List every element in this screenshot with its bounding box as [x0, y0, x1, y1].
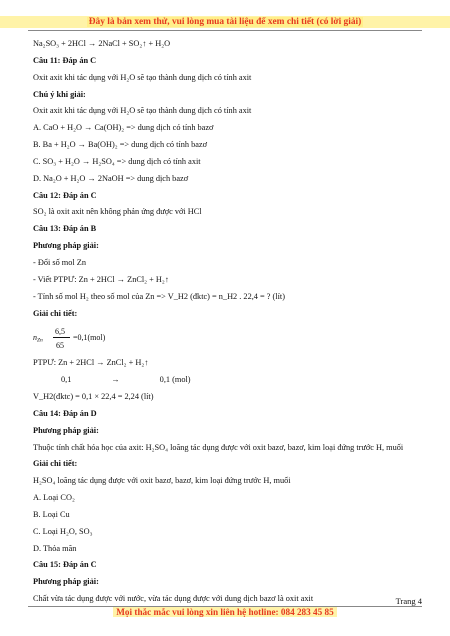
- hotline-footer: [0, 606, 450, 618]
- hotline-text: Mọi thắc mắc vui lòng xin liên hệ hotline: 084 283 45 85: [113, 607, 336, 617]
- question-14-answer: Câu 14: Đáp án D: [33, 408, 97, 418]
- method-heading: Phương pháp giải:: [33, 425, 99, 435]
- text-line: Chất vừa tác dụng được với nước, vừa tác dụng được với dung dịch bazơ là oxit axit: [33, 594, 314, 604]
- option-b: B. Loại Cu: [33, 509, 70, 519]
- option-c: C. SO₃ + H₂O → H₂SO₄ => dung dịch có tính axit: [33, 156, 201, 166]
- mole-value-zn: 0,1: [61, 375, 72, 385]
- step-line: - Tính số mol H₂ theo số mol của Zn => V_H2 (đktc) = n_H2 . 22,4 = ? (lít): [33, 291, 285, 301]
- option-d: D. Thỏa mãn: [33, 543, 77, 553]
- text-line: Oxit axit khi tác dụng với H₂O sẽ tạo thành dung dịch có tính axit: [33, 72, 252, 82]
- document-body: [33, 36, 423, 608]
- option-c: C. Loại H₂O, SO₃: [33, 526, 93, 536]
- question-15-answer: Câu 15: Đáp án C: [33, 560, 97, 570]
- solution-heading: Giải chi tiết:: [33, 308, 78, 318]
- preview-banner: [0, 16, 450, 28]
- note-heading: Chú ý khi giải:: [33, 89, 86, 99]
- option-a: A. Loại CO₂: [33, 493, 75, 503]
- property-paragraph: Thuộc tính chất hóa học của axit: H₂SO₄ loãng tác dụng được với oxit bazơ, bazơ, kim loại đứng trước H, muối: [33, 442, 404, 452]
- option-d: D. Na₂O + H₂O → 2NaOH => dung dịch bazơ: [33, 173, 189, 183]
- text-line: H₂SO₄ loãng tác dụng được với oxit bazơ, bazơ, kim loại đứng trước H, muối: [33, 476, 291, 486]
- arrow-glyph: →: [111, 375, 120, 385]
- text-line: Oxit axit khi tác dụng với H₂O sẽ tạo thành dung dịch có tính axit: [33, 106, 252, 116]
- volume-result: V_H2(đktc) = 0,1 × 22,4 = 2,24 (lít): [33, 392, 154, 402]
- header-divider: [28, 30, 422, 31]
- option-b: B. Ba + H₂O → Ba(OH)₂ => dung dịch có tính bazơ: [33, 140, 207, 150]
- equation-line: Na₂SO₃ + 2HCl → 2NaCl + SO₂↑ + H₂O: [33, 39, 171, 48]
- fraction-equation: [33, 322, 423, 355]
- step-line: - Viết PTPƯ: Zn + 2HCl → ZnCl₂ + H₂↑: [33, 274, 169, 284]
- mole-ratio-line: [33, 372, 423, 389]
- fraction-denominator: 65: [56, 341, 64, 351]
- mole-value-h2: 0,1 (mol): [159, 375, 191, 385]
- solution-heading: Giải chi tiết:: [33, 459, 78, 469]
- question-13-answer: Câu 13: Đáp án B: [33, 224, 97, 234]
- method-heading: Phương pháp giải:: [33, 241, 99, 251]
- step-line: - Đổi số mol Zn: [33, 257, 87, 267]
- question-11-answer: Câu 11: Đáp án C: [33, 55, 97, 65]
- fraction-variable: $n_{Zn}$: [33, 333, 43, 344]
- option-a: A. CaO + H₂O → Ca(OH)₂ => dung dịch có tính bazơ: [33, 123, 214, 133]
- fraction-numerator: 6,5: [55, 327, 65, 337]
- text-line: SO₂ là oxit axit nên không phản ứng được với HCl: [33, 207, 202, 217]
- question-12-answer: Câu 12: Đáp án C: [33, 190, 97, 200]
- fraction-result: =0,1(mol): [73, 333, 106, 343]
- reaction-line: PTPƯ: Zn + 2HCl → ZnCl₂ + H₂↑: [33, 358, 149, 368]
- method-heading: Phương pháp giải:: [33, 577, 99, 587]
- page-number: Trang 4: [395, 596, 422, 606]
- preview-banner-text: Đây là bản xem thử, vui lòng mua tài liệu để xem chi tiết (có lời giải): [88, 17, 362, 27]
